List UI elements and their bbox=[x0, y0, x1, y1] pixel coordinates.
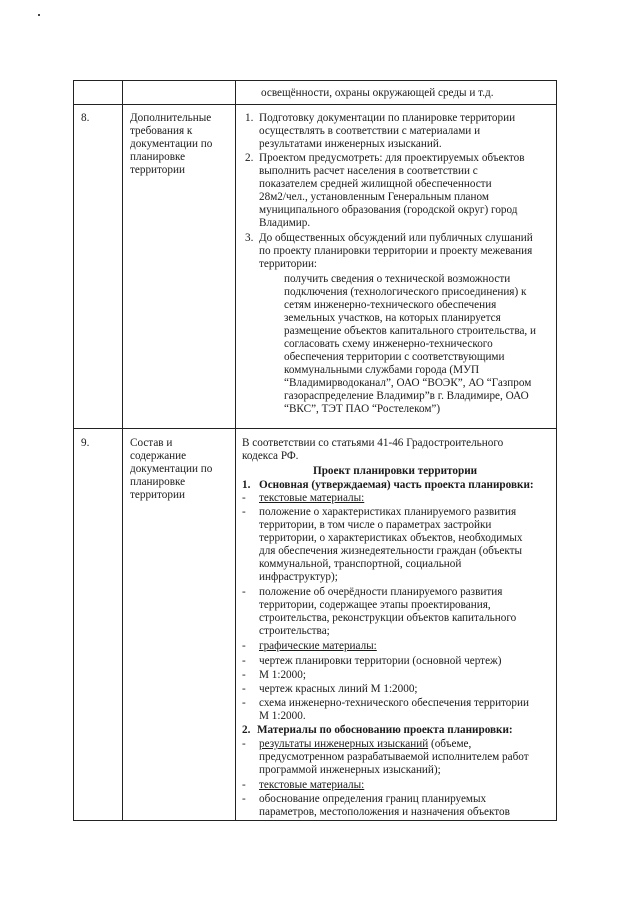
dash-bullet: - bbox=[242, 640, 246, 652]
list-marker: 3. bbox=[245, 232, 254, 244]
row-divider-9 bbox=[73, 428, 557, 429]
top-fragment-text: освещённости, охраны окружающей среды и т.д. bbox=[261, 87, 494, 99]
scan-speck bbox=[38, 14, 40, 16]
dash-bullet: - bbox=[242, 506, 246, 518]
table-col-divider-1 bbox=[122, 80, 123, 820]
dash-bullet: - bbox=[242, 669, 246, 681]
table-border-left bbox=[73, 80, 74, 820]
row-number-9: 9. bbox=[81, 437, 90, 449]
table-border-top bbox=[73, 80, 557, 81]
dash-bullet: - bbox=[242, 738, 246, 750]
section-heading: Проект планировки территории bbox=[313, 465, 478, 477]
table-border-bottom bbox=[73, 820, 557, 821]
row-divider-8 bbox=[73, 104, 557, 105]
dash-bullet: - bbox=[242, 683, 246, 695]
dash-bullet: - bbox=[242, 586, 246, 598]
dash-bullet: - bbox=[242, 655, 246, 667]
list-marker: 1. bbox=[245, 112, 254, 124]
dash-bullet: - bbox=[242, 779, 246, 791]
row-number-8: 8. bbox=[81, 112, 90, 124]
dash-bullet: - bbox=[242, 697, 246, 709]
table-border-right bbox=[556, 80, 557, 820]
dash-bullet: - bbox=[242, 492, 246, 504]
list-marker: 2. bbox=[245, 152, 254, 164]
table-col-divider-2 bbox=[235, 80, 236, 820]
dash-bullet: - bbox=[242, 793, 246, 805]
